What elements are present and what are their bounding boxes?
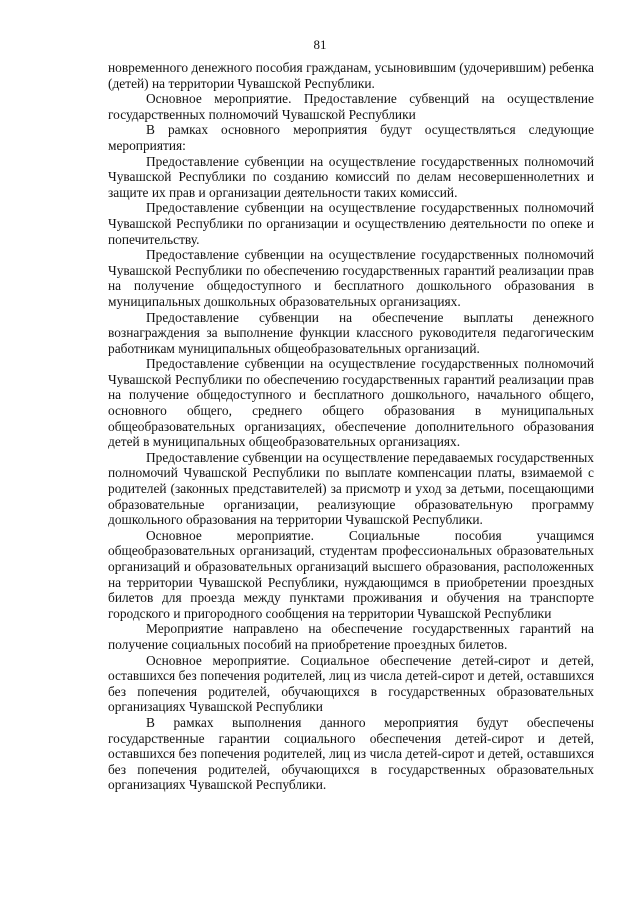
paragraph: В рамках основного мероприятия будут осуществляться следующие мероприятия: bbox=[108, 122, 594, 153]
paragraph: Основное мероприятие. Социальное обеспечение детей-сирот и детей, оставшихся без попечения родителей, лиц из числа детей-сирот и детей, оставшихся без попечения родителей, обучающихся в государственных образовательных организациях Чувашской Республики bbox=[108, 652, 594, 715]
paragraph: Предоставление субвенции на осуществление передаваемых государственных полномочий Чувашской Республики по выплате компенсации платы, взимаемой с родителей (законных представителей) за присмотр и уход за детьми, посещающими образовательные организации, реализующие образовательную программу дошкольного образования на территории Чувашской Республики. bbox=[108, 449, 594, 528]
paragraph: Предоставление субвенции на осуществление государственных полномочий Чувашской Республики по организации и осуществлению деятельности по опеке и попечительству. bbox=[108, 200, 594, 247]
body-text bbox=[108, 60, 594, 793]
paragraph: Предоставление субвенции на осуществление государственных полномочий Чувашской Республики по обеспечению государственных гарантий реализации прав на получение общедоступного и бесплатного дошкольного образования в муниципальных дошкольных образовательных организациях. bbox=[108, 247, 594, 309]
page-number: 81 bbox=[313, 37, 327, 52]
paragraph: В рамках выполнения данного мероприятия будут обеспечены государственные гарантии социального обеспечения детей-сирот и детей, оставшихся без попечения родителей, лиц из числа детей-сирот и детей, оставшихся без попечения родителей, обучающихся в государственных образовательных организациях Чувашской Республики. bbox=[108, 714, 594, 793]
paragraph: Предоставление субвенции на осуществление государственных полномочий Чувашской Республики по созданию комиссий по делам несовершеннолетних и защите их прав и организации деятельности таких комиссий. bbox=[108, 153, 594, 200]
paragraph: Основное мероприятие. Предоставление субвенций на осуществление государственных полномочий Чувашской Республики bbox=[108, 91, 594, 122]
paragraph: Основное мероприятие. Социальные пособия учащимся общеобразовательных организаций, студентам профессиональных образовательных организаций и образовательных организаций высшего образования, расположенных на территории Чувашской Республики, нуждающимся в приобретении проездных билетов для проезда между пунктами проживания и обучения на транспорте городского и пригородного сообщения на территории Чувашской Республики bbox=[108, 527, 594, 621]
paragraph: Предоставление субвенции на обеспечение выплаты денежного вознаграждения за выполнение функции классного руководителя педагогическим работникам муниципальных общеобразовательных организаций. bbox=[108, 309, 594, 356]
paragraph: Мероприятие направлено на обеспечение государственных гарантий на получение социальных пособий на приобретение проездных билетов. bbox=[108, 621, 594, 652]
paragraph: новременного денежного пособия гражданам, усыновившим (удочерившим) ребенка (детей) на территории Чувашской Республики. bbox=[108, 60, 594, 91]
paragraph: Предоставление субвенции на осуществление государственных полномочий Чувашской Республики по обеспечению государственных гарантий реализации прав на получение общедоступного и бесплатного дошкольного, начального общего, основного общего, среднего общего образования в муниципальных общеобразовательных организациях, обеспечение дополнительного образования детей в муниципальных общеобразовательных организациях. bbox=[108, 356, 594, 450]
